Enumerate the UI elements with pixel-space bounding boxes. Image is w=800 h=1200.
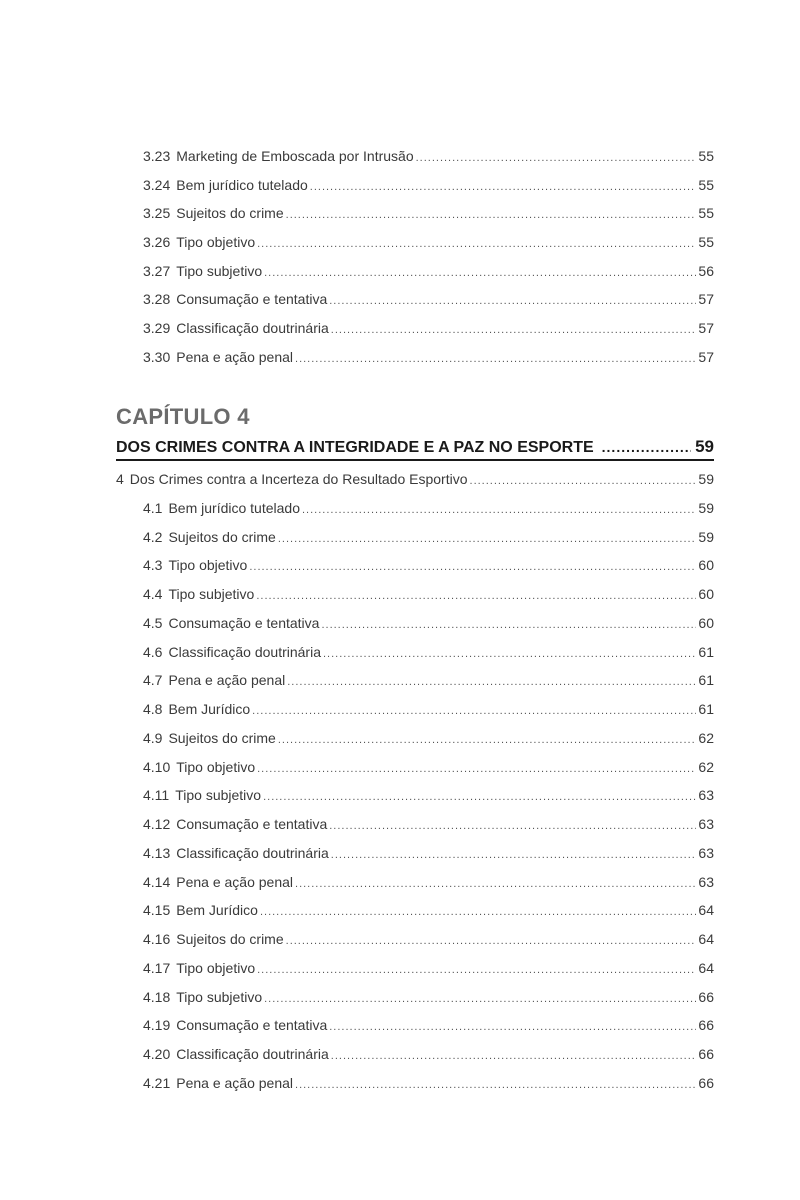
- toc-entry-number: 4.19: [143, 1017, 171, 1033]
- toc-entry-page: 61: [698, 701, 714, 717]
- toc-entry: [143, 319, 714, 337]
- dot-leader: [278, 731, 697, 749]
- toc-entry: [143, 758, 714, 776]
- toc-entry: [143, 499, 714, 517]
- chapter-title-row: [116, 437, 714, 461]
- toc-entry-title: Classificação doutrinária: [176, 845, 329, 861]
- toc-entry: [143, 700, 714, 718]
- toc-entry-title: Sujeitos do crime: [176, 205, 284, 221]
- toc-entry-title: Tipo objetivo: [176, 759, 256, 775]
- toc-entry-number: 3.30: [143, 349, 171, 365]
- dot-leader: [329, 817, 696, 835]
- toc-entry-title: Bem jurídico tutelado: [176, 177, 308, 193]
- toc-entry-title: Consumação e tentativa: [176, 291, 328, 307]
- toc-entry-page: 62: [698, 759, 714, 775]
- toc-entry-page: 57: [698, 291, 714, 307]
- dot-leader: [286, 206, 697, 224]
- toc-entry-number: 3.28: [143, 291, 171, 307]
- toc-entry-title: Tipo subjetivo: [175, 787, 262, 803]
- toc-entry-page: 61: [698, 672, 714, 688]
- dot-leader: [257, 760, 696, 778]
- dot-leader: [295, 1076, 696, 1094]
- toc-entry-page: 57: [698, 349, 714, 365]
- toc-entry-page: 63: [698, 845, 714, 861]
- toc-entry-number: 4.21: [143, 1075, 171, 1091]
- toc-entry-title: Classificação doutrinária: [176, 1046, 329, 1062]
- dot-leader: [249, 558, 696, 576]
- toc-entry-number: 3.25: [143, 205, 171, 221]
- toc-entry: [143, 614, 714, 632]
- toc-entry-page: 66: [698, 1017, 714, 1033]
- chapter-label: CAPÍTULO 4: [116, 404, 250, 429]
- toc-entry-number: 4.9: [143, 730, 163, 746]
- toc-entry-number: 4.17: [143, 960, 171, 976]
- dot-leader: [256, 587, 696, 605]
- toc-entry-number: 3.27: [143, 263, 171, 279]
- toc-entry-number: 4.14: [143, 874, 171, 890]
- toc-entry-title: Tipo subjetivo: [176, 989, 263, 1005]
- toc-entry-number: 4.12: [143, 816, 171, 832]
- toc-entry: [143, 901, 714, 919]
- toc-entry-number: 4.4: [143, 586, 163, 602]
- toc-entry-title: Dos Crimes contra a Incerteza do Resultado Esportivo: [129, 471, 468, 487]
- toc-entry-title: Pena e ação penal: [176, 874, 294, 890]
- dot-leader: [257, 235, 696, 253]
- toc-entry-title: Tipo objetivo: [176, 960, 256, 976]
- toc-entry: [143, 729, 714, 747]
- toc-entry: [143, 643, 714, 661]
- toc-entry-title: Bem jurídico tutelado: [168, 500, 300, 516]
- toc-entry: [143, 147, 714, 165]
- chapter-title: DOS CRIMES CONTRA A INTEGRIDADE E A PAZ NO ESPORTE: [116, 439, 594, 456]
- toc-entry-page: 64: [698, 902, 714, 918]
- toc-entry: [143, 786, 714, 804]
- dot-leader: [295, 350, 696, 368]
- toc-entry-page: 56: [698, 263, 714, 279]
- dot-leader: [331, 1047, 697, 1065]
- toc-entry: [143, 204, 714, 222]
- toc-entry-number: 4.18: [143, 989, 171, 1005]
- dot-leader: [310, 178, 697, 196]
- dot-leader: [263, 788, 696, 806]
- dot-leader: [295, 875, 696, 893]
- toc-entry-number: 4.2: [143, 529, 163, 545]
- toc-entry-page: 66: [698, 1046, 714, 1062]
- dot-leader: [329, 1018, 696, 1036]
- toc-entry: [143, 348, 714, 366]
- toc-entry-page: 55: [698, 148, 714, 164]
- dot-leader: [252, 702, 696, 720]
- toc-entry: [143, 585, 714, 603]
- dot-leader: [329, 292, 696, 310]
- toc-entry: [143, 844, 714, 862]
- toc-entry-page: 59: [698, 471, 714, 487]
- toc-entry: [143, 1045, 714, 1063]
- dot-leader: [257, 961, 696, 979]
- toc-entry-number: 3.23: [143, 148, 171, 164]
- dot-leader: [260, 903, 696, 921]
- toc-entry: [143, 290, 714, 308]
- toc-entry-number: 4.6: [143, 644, 163, 660]
- toc-entry: [143, 233, 714, 251]
- toc-entry-page: 55: [698, 205, 714, 221]
- toc-entry-number: 4.16: [143, 931, 171, 947]
- toc-entry-number: 4.7: [143, 672, 163, 688]
- toc-entry: [143, 959, 714, 977]
- toc-entry-page: 60: [698, 586, 714, 602]
- dot-leader: [470, 472, 697, 490]
- toc-entry-page: 63: [698, 816, 714, 832]
- toc-entry: [143, 873, 714, 891]
- toc-entry: [143, 671, 714, 689]
- toc-entry-number: 3.26: [143, 234, 171, 250]
- toc-entry-number: 4.20: [143, 1046, 171, 1062]
- toc-entry: [143, 930, 714, 948]
- toc-entry-title: Pena e ação penal: [176, 349, 294, 365]
- dot-leader: [286, 932, 697, 950]
- toc-entry-number: 3.29: [143, 320, 171, 336]
- toc-entry: [143, 528, 714, 546]
- dot-leader: [331, 321, 697, 339]
- toc-entry: [143, 1074, 714, 1092]
- toc-entry-title: Tipo objetivo: [176, 234, 256, 250]
- toc-entry-number: 4: [116, 471, 124, 487]
- dot-leader: [278, 530, 697, 548]
- toc-entry-title: Classificação doutrinária: [176, 320, 329, 336]
- toc-entry: [143, 262, 714, 280]
- toc-entry-number: 4.13: [143, 845, 171, 861]
- toc-entry-number: 4.5: [143, 615, 163, 631]
- toc-entry-number: 4.15: [143, 902, 171, 918]
- toc-entry-number: 4.11: [143, 787, 170, 803]
- toc-entry-title: Pena e ação penal: [168, 672, 286, 688]
- toc-entry-title: Bem Jurídico: [176, 902, 258, 918]
- toc-entry-page: 55: [698, 234, 714, 250]
- toc-entry-page: 62: [698, 730, 714, 746]
- toc-entry-title: Bem Jurídico: [168, 701, 251, 717]
- toc-entry-page: 61: [698, 644, 714, 660]
- toc-entry: [143, 815, 714, 833]
- toc-entry-title: Tipo objetivo: [168, 557, 248, 573]
- dot-leader: [264, 990, 696, 1008]
- dot-leader: [302, 501, 696, 519]
- toc-entry-number: 4.1: [143, 500, 163, 516]
- toc-entry-title: Pena e ação penal: [176, 1075, 294, 1091]
- toc-entry-title: Sujeitos do crime: [168, 730, 276, 746]
- toc-entry-page: 66: [698, 1075, 714, 1091]
- toc-entry: [143, 556, 714, 574]
- toc-entry-page: 55: [698, 177, 714, 193]
- toc-entry-title: Sujeitos do crime: [168, 529, 276, 545]
- toc-entry-page: 59: [698, 529, 714, 545]
- dot-leader: [321, 616, 696, 634]
- toc-entry-number: 3.24: [143, 177, 171, 193]
- toc-entry-title: Sujeitos do crime: [176, 931, 284, 947]
- toc-entry: [143, 988, 714, 1006]
- toc-entry-title: Tipo subjetivo: [168, 586, 255, 602]
- dot-leader: [602, 439, 691, 455]
- toc-entry-title: Consumação e tentativa: [176, 816, 328, 832]
- toc-entry-page: 60: [698, 557, 714, 573]
- toc-entry-title: Marketing de Emboscada por Intrusão: [176, 148, 414, 164]
- chapter-page: 59: [695, 437, 714, 456]
- toc-entry-number: 4.8: [143, 701, 163, 717]
- toc-entry-title: Classificação doutrinária: [168, 644, 321, 660]
- toc-entry: [143, 1016, 714, 1034]
- toc-entry-title: Tipo subjetivo: [176, 263, 263, 279]
- dot-leader: [331, 846, 697, 864]
- dot-leader: [287, 673, 696, 691]
- toc-entry-number: 4.10: [143, 759, 171, 775]
- toc-entry-page: 63: [698, 874, 714, 890]
- toc-entry-title: Consumação e tentativa: [176, 1017, 328, 1033]
- toc-entry-title: Consumação e tentativa: [168, 615, 320, 631]
- toc-entry-page: 64: [698, 960, 714, 976]
- toc-section-entry: [116, 470, 714, 488]
- toc-entry-page: 64: [698, 931, 714, 947]
- toc-entry-page: 57: [698, 320, 714, 336]
- dot-leader: [264, 264, 696, 282]
- dot-leader: [323, 645, 696, 663]
- toc-entry-page: 63: [698, 787, 714, 803]
- toc-entry: [143, 176, 714, 194]
- toc-entry-page: 59: [698, 500, 714, 516]
- toc-entry-number: 4.3: [143, 557, 163, 573]
- dot-leader: [416, 149, 697, 167]
- toc-entry-page: 66: [698, 989, 714, 1005]
- toc-entry-page: 60: [698, 615, 714, 631]
